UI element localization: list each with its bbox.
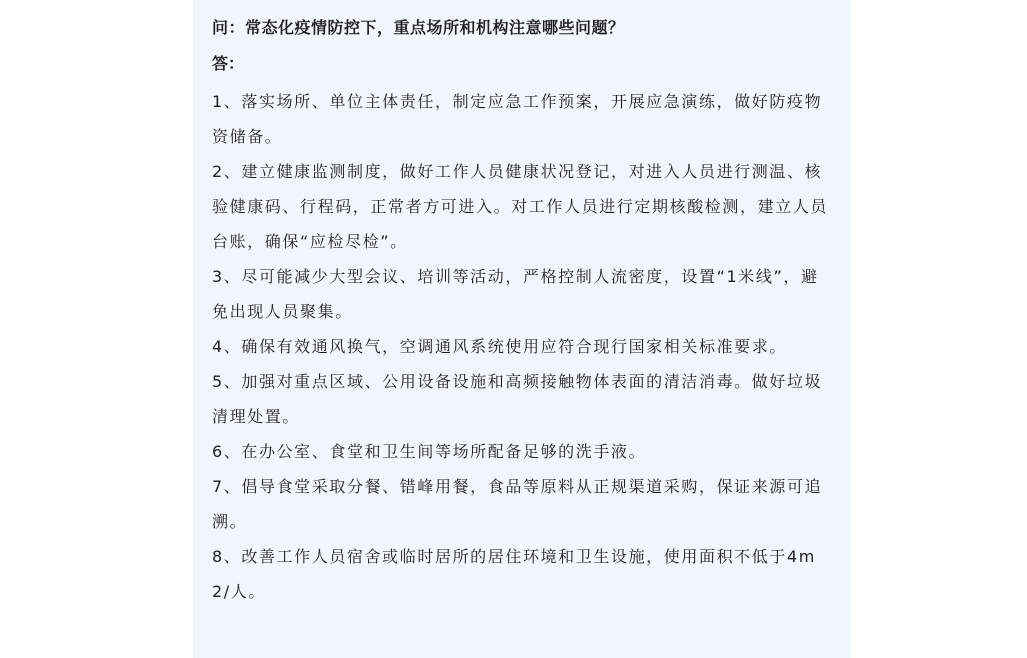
answer-item-6: 6、在办公室、食堂和卫生间等场所配备足够的洗手液。 <box>212 442 647 461</box>
answer-item-8: 8、改善工作人员宿舍或临时居所的居住环境和卫生设施，使用面积不低于4m2/人。 <box>212 547 816 601</box>
question-heading: 问：常态化疫情防控下，重点场所和机构注意哪些问题？ <box>212 18 625 37</box>
answer-item-7: 7、倡导食堂采取分餐、错峰用餐，食品等原料从正规渠道采购，保证来源可追溯。 <box>212 477 823 531</box>
answer-label: 答： <box>212 54 245 73</box>
answer-item-4: 4、确保有效通风换气，空调通风系统使用应符合现行国家相关标准要求。 <box>212 337 787 356</box>
faq-panel <box>193 0 851 658</box>
answer-item-2: 2、建立健康监测制度，做好工作人员健康状况登记，对进入人员进行测温、核验健康码、行程码，正常者方可进入。对工作人员进行定期核酸检测，建立人员台账，确保“应检尽检”。 <box>212 162 829 251</box>
answer-item-3: 3、尽可能减少大型会议、培训等活动，严格控制人流密度，设置“1米线”，避免出现人员聚集。 <box>212 267 819 321</box>
answer-item-1: 1、落实场所、单位主体责任，制定应急工作预案，开展应急演练，做好防疫物资储备。 <box>212 92 823 146</box>
answer-item-5: 5、加强对重点区域、公用设备设施和高频接触物体表面的清洁消毒。做好垃圾清理处置。 <box>212 372 823 426</box>
